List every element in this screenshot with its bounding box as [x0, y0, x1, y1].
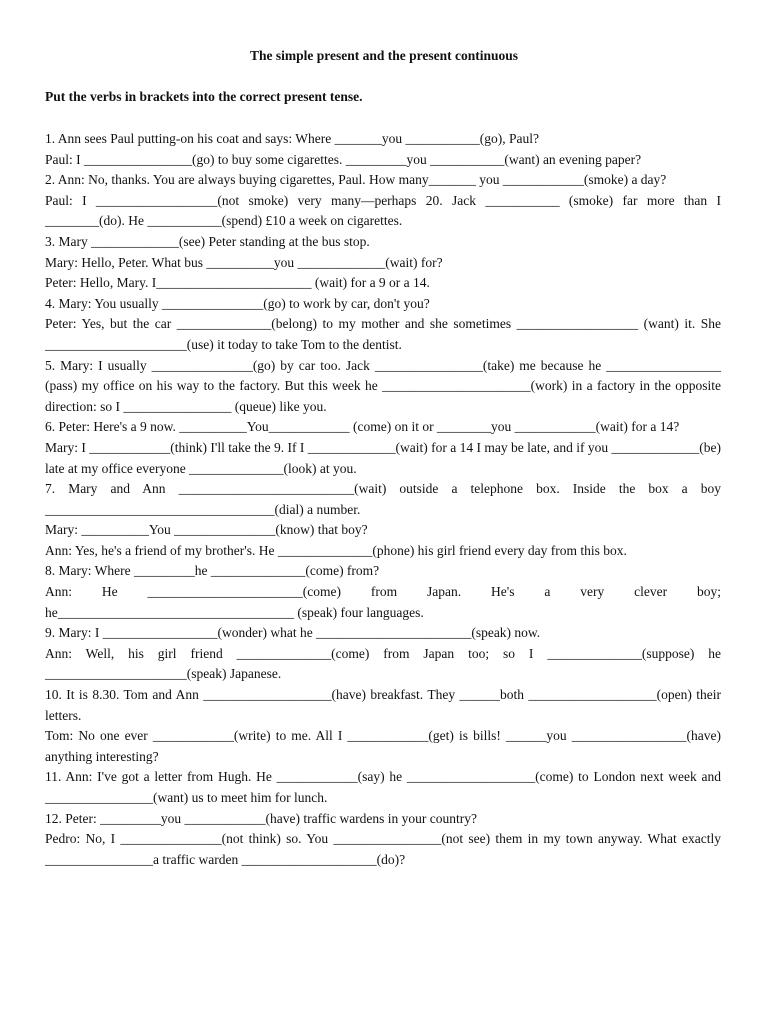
exercise-paragraph: Pedro: No, I _______________(not think) so. You ________________(not see) them in my town anyway. What exactly ________________a traffic warden ____________________(do)? [45, 831, 721, 867]
exercise-paragraph: 10. It is 8.30. Tom and Ann ___________________(have) breakfast. They ______both ___________________(open) their letters. [45, 687, 721, 723]
exercise-paragraph: 2. Ann: No, thanks. You are always buying cigarettes, Paul. How many_______ you ____________(smoke) a day? [45, 172, 667, 188]
exercise-paragraph: Peter: Hello, Mary. I_______________________ (wait) for a 9 or a 14. [45, 275, 430, 291]
exercise-paragraph: Paul: I ________________(go) to buy some cigarettes. _________you ___________(want) an evening paper? [45, 151, 642, 167]
exercise-paragraph: Paul: I __________________(not smoke) very many—perhaps 20. Jack ___________ (smoke) far more than I ________(do). He ___________(spend) £10 a week on cigarettes. [45, 192, 721, 229]
exercise-paragraph: Peter: Yes, but the car ______________(belong) to my mother and she sometimes __________________ (want) it. She _____________________(use) it today to take Tom to the dentist. [45, 316, 721, 352]
exercise-paragraph: 7. Mary and Ann __________________________(wait) outside a telephone box. Inside the box a boy __________________________________(dial) a number. [45, 481, 721, 517]
page-title: The simple present and the present continuous [249, 48, 519, 63]
exercise-paragraph: 4. Mary: You usually _______________(go) to work by car, don't you? [45, 295, 430, 311]
exercise-paragraph: 8. Mary: Where _________he ______________(come) from? [45, 563, 380, 579]
exercise-paragraph: 9. Mary: I _________________(wonder) what he _______________________(speak) now. [45, 625, 541, 641]
exercise-paragraph: Mary: I ____________(think) I'll take the 9. If I _____________(wait) for a 14 I may be late, and if you _____________(be) late at my office everyone ______________(look) at you. [45, 439, 721, 476]
exercise-paragraph: 1. Ann sees Paul putting-on his coat and says: Where _______you ___________(go), Paul? [45, 131, 539, 146]
exercise-paragraph: 11. Ann: I've got a letter from Hugh. He ____________(say) he ___________________(come) to London next week and ________________(want) us to meet him for lunch. [45, 769, 721, 805]
exercise-body [45, 129, 721, 870]
exercise-paragraph: 6. Peter: Here's a 9 now. __________You____________ (come) on it or ________you ____________(wait) for a 14? [45, 419, 680, 435]
exercise-paragraph: 12. Peter: _________you ____________(have) traffic wardens in your country? [45, 810, 478, 826]
exercise-paragraph: Mary: Hello, Peter. What bus __________you _____________(wait) for? [45, 254, 443, 270]
exercise-paragraph: Ann: He _______________________(come) from Japan. He's a very clever boy; he___________________________________ (speak) four languages. [45, 584, 721, 620]
exercise-paragraph: Tom: No one ever ____________(write) to me. All I ____________(get) is bills! ______you _________________(have) anything interesting? [45, 728, 721, 764]
exercise-paragraph: Mary: __________You _______________(know) that boy? [45, 522, 368, 538]
exercise-paragraph: 3. Mary _____________(see) Peter standing at the bus stop. [45, 233, 370, 249]
exercise-paragraph: Ann: Well, his girl friend ______________(come) from Japan too; so I ______________(suppose) he _____________________(speak) Japanese. [45, 645, 721, 682]
exercise-paragraph: Ann: Yes, he's a friend of my brother's. He ______________(phone) his girl friend every day from this box. [45, 542, 627, 558]
exercise-paragraph: 5. Mary: I usually _______________(go) by car too. Jack ________________(take) me because he _________________ (pass) my office on his way to the factory. But this week he ______________________(work) in a factory in the opposite direction: so I ________________ (queue) like you. [45, 357, 721, 414]
instruction-text: Put the verbs in brackets into the correct present tense. [45, 89, 363, 104]
